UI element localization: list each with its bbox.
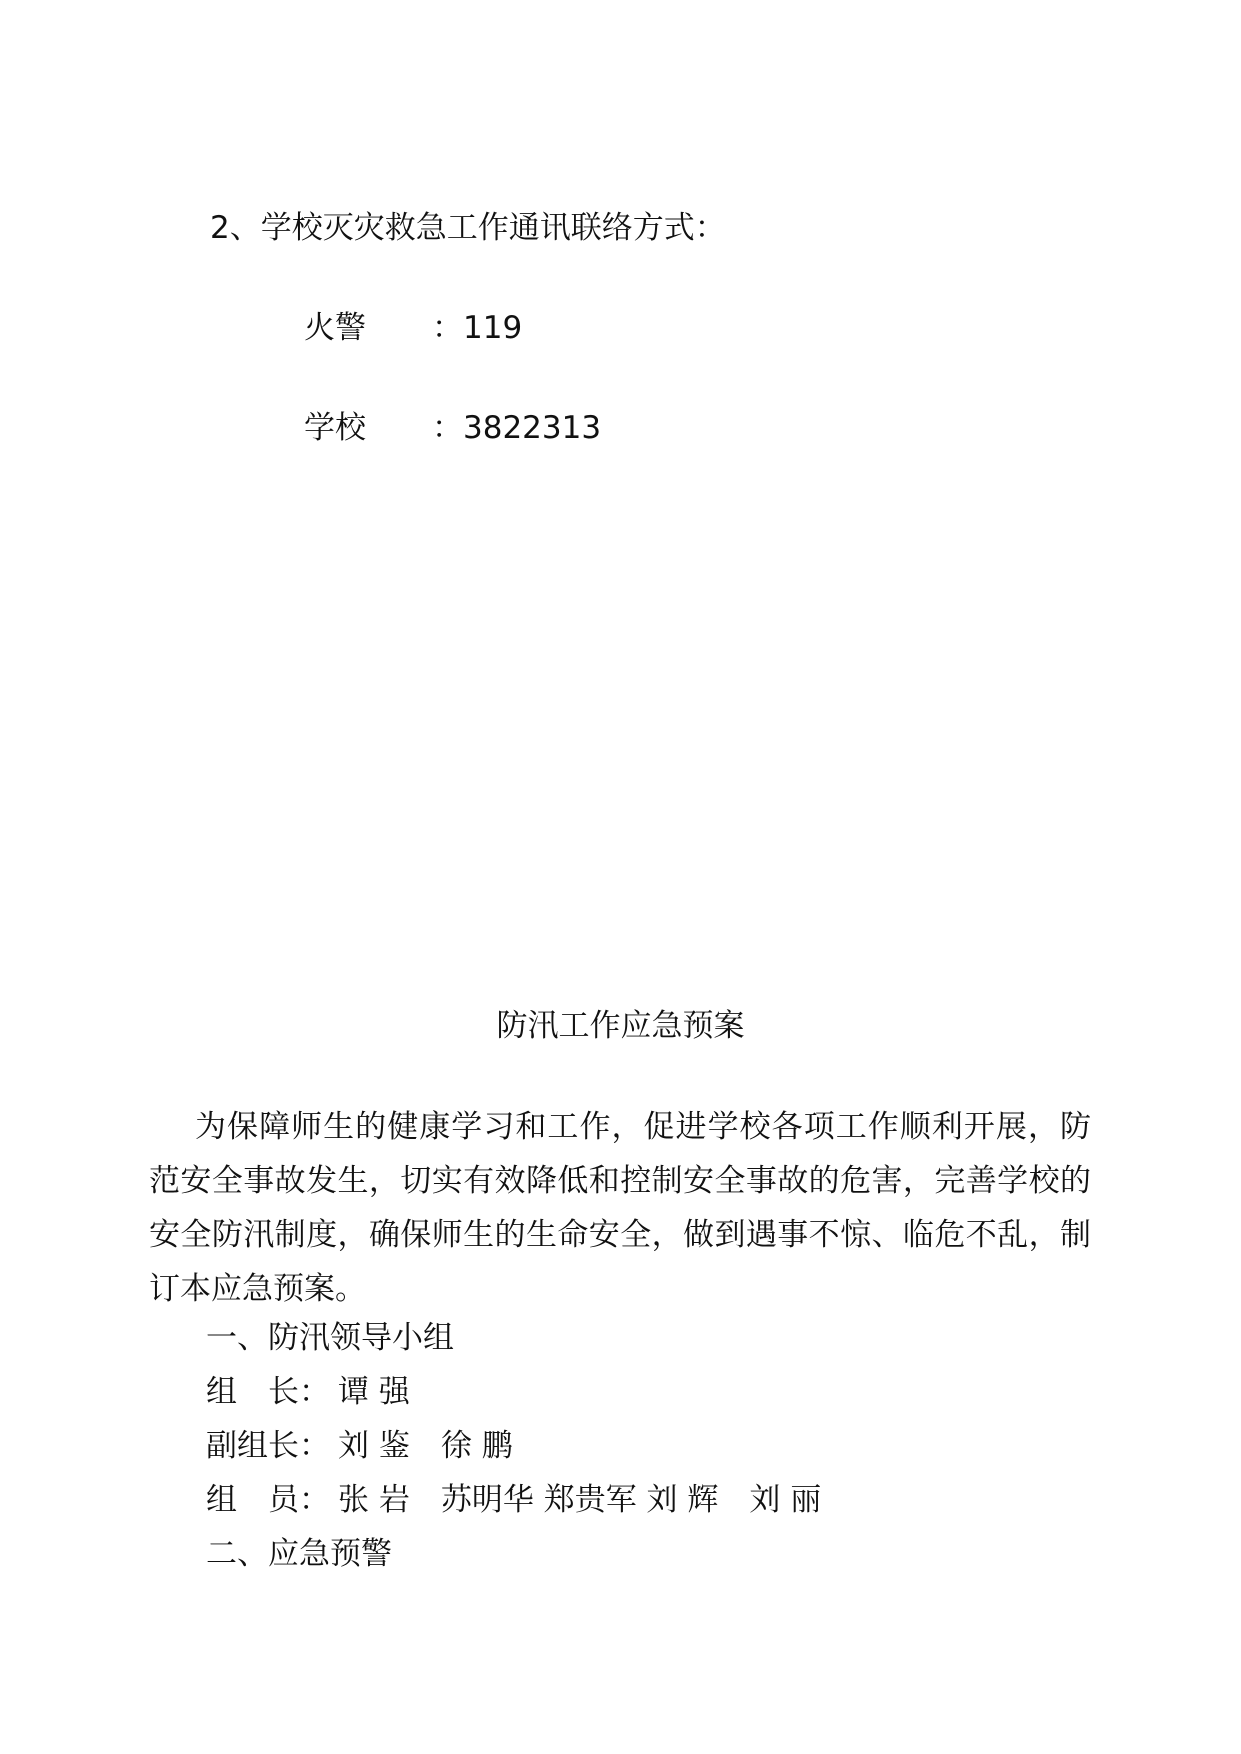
member-names: 刘 鉴 徐 鹏 <box>338 1428 513 1464</box>
role-label: 副组长： <box>206 1428 330 1464</box>
role-label: 组 员： <box>206 1482 330 1518</box>
section1-heading: 一、防汛领导小组 <box>206 1320 454 1356</box>
member-names: 谭 强 <box>338 1374 410 1410</box>
plan-title: 防汛工作应急预案 <box>496 1008 745 1044</box>
contact-label: 火警 <box>304 310 366 346</box>
contact-value: ：119 <box>432 310 523 346</box>
contact-heading: 2、学校灭灾救急工作通讯联络方式： <box>210 210 726 246</box>
member-names: 张 岩 苏明华 郑贵军 刘 辉 刘 丽 <box>338 1482 822 1518</box>
role-label: 组 长： <box>206 1374 330 1410</box>
intro-paragraph: 为保障师生的健康学习和工作，促进学校各项工作顺利开展，防范安全事故发生，切实有效降低和控制安全事故的危害，完善学校的安全防汛制度，确保师生的生命安全，做到遇事不惊、临危不乱，制订本应急预案。 <box>149 1109 1091 1307</box>
contact-value: ：3822313 <box>432 410 602 446</box>
contact-label: 学校 <box>304 410 366 446</box>
section2-heading: 二、应急预警 <box>206 1536 392 1572</box>
